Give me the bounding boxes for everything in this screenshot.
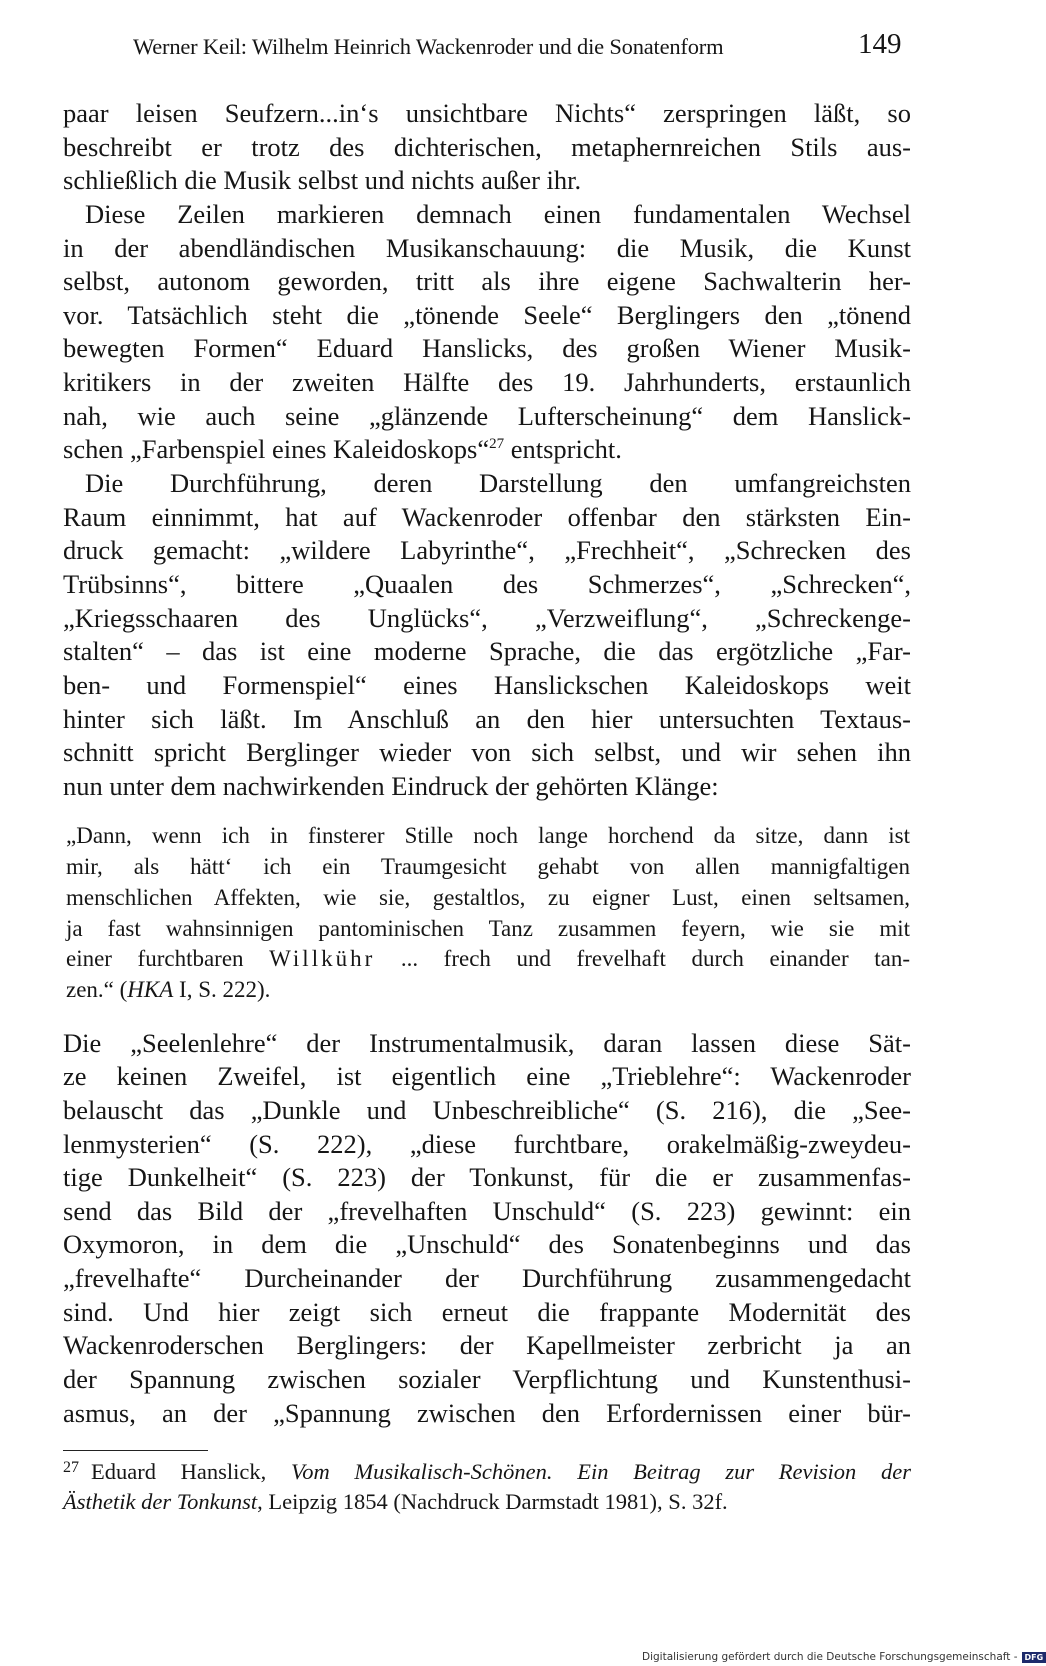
text-line: Die Durchführung, deren Darstellung den umfangreichsten: [85, 468, 911, 499]
footnote-line: [63, 1487, 911, 1517]
emphasized-word: Willkühr: [269, 946, 376, 972]
text-line: bewegten Formen“ Eduard Hanslicks, des großen Wiener Musik-: [63, 333, 911, 364]
quote-line: [66, 944, 910, 975]
text-line: hinter sich läßt. Im Anschluß an den hier untersuchten Textaus-: [63, 703, 911, 734]
dfg-logo: DFG: [1022, 1652, 1046, 1663]
footnote-line: [63, 1457, 911, 1487]
text-line: tige Dunkelheit“ (S. 223) der Tonkunst, für die er zusammenfas-: [63, 1162, 911, 1193]
quote-line: [66, 975, 910, 1006]
text-line: Trübsinns“, bittere „Quaalen des Schmerzes“, „Schrecken“,: [63, 568, 911, 599]
running-header: Werner Keil: Wilhelm Heinrich Wackenroder und die Sonatenform: [133, 34, 724, 59]
text-line: beschreibt er trotz des dichterischen, metaphernreichen Stils aus-: [63, 131, 911, 162]
text-line: kritikers in der zweiten Hälfte des 19. Jahrhunderts, erstaunlich: [63, 367, 911, 398]
text-line: [63, 433, 911, 467]
digitization-credit: [642, 1650, 1044, 1664]
text-segment: zen.“ (: [66, 976, 128, 1002]
text-line: „Kriegsschaaren des Unglücks“, „Verzweiflung“, „Schreckenge-: [63, 602, 911, 633]
text-line: schließlich die Musik selbst und nichts außer ihr.: [63, 165, 582, 196]
page-number: 149: [858, 28, 902, 60]
text-line: Oxymoron, in dem die „Unschuld“ des Sonatenbeginns und das: [63, 1229, 911, 1260]
text-line: Die „Seelenlehre“ der Instrumentalmusik, daran lassen diese Sät-: [63, 1027, 911, 1058]
text-line: asmus, an der „Spannung zwischen den Erfordernissen einer bür-: [63, 1397, 911, 1428]
text-line: belauscht das „Dunkle und Unbeschreibliche“ (S. 216), die „See-: [63, 1094, 911, 1125]
text-segment: , Leipzig 1854 (Nachdruck Darmstadt 1981), S. 32f.: [257, 1488, 728, 1514]
footnote-number: 27: [63, 1459, 79, 1476]
footnote: [63, 1457, 911, 1516]
book-title: Ästhetik der Tonkunst: [63, 1488, 258, 1514]
text-segment: schen „Farbenspiel eines Kaleidoskops“: [63, 434, 490, 465]
paragraph-4: [63, 1027, 911, 1431]
text-line: Diese Zeilen markieren demnach einen fundamentalen Wechsel: [85, 198, 911, 229]
book-title: Vom Musikalisch-Schönen. Ein Beitrag zur Revision der: [290, 1459, 911, 1484]
text-line: paar leisen Seufzern...in‘s unsichtbare Nichts“ zerspringen läßt, so: [63, 98, 911, 128]
text-line: nah, wie auch seine „glänzende Lufterscheinung“ dem Hanslick-: [63, 400, 911, 431]
text-segment: Eduard Hanslick,: [91, 1459, 291, 1484]
footnote-reference[interactable]: 27: [489, 436, 505, 453]
text-line: vor. Tatsächlich steht die „tönende Seele“ Berglingers den „tönend: [63, 299, 911, 330]
text-segment: einer furchtbaren: [66, 946, 270, 972]
block-quote: [66, 821, 910, 1005]
spacer: [63, 1006, 911, 1027]
text-segment: entspricht.: [504, 434, 622, 465]
text-line: „frevelhafte“ Durcheinander der Durchführung zusammengedacht: [63, 1263, 911, 1294]
text-line: send das Bild der „frevelhaften Unschuld“ (S. 223) gewinnt: ein: [63, 1195, 911, 1226]
text-line: druck gemacht: „wildere Labyrinthe“, „Frechheit“, „Schrecken des: [63, 535, 911, 566]
text-line: in der abendländischen Musikanschauung: die Musik, die Kunst: [63, 232, 911, 263]
credit-text: Digitalisierung gefördert durch die Deutsche Forschungsgemeinschaft -: [642, 1651, 1018, 1663]
paragraph-3: [63, 467, 911, 803]
paragraph-2: [63, 198, 911, 467]
quote-line: mir, als hätt‘ ich ein Traumgesicht gehabt von allen mannigfaltigen: [66, 854, 910, 880]
text-line: schnitt spricht Berglinger wieder von sich selbst, und wir sehen ihn: [63, 737, 911, 768]
footnote-divider: [63, 1450, 208, 1451]
quote-line: „Dann, wenn ich in finsterer Stille noch lange horchend da sitze, dann ist: [66, 823, 910, 849]
text-segment: ... frech und frevelhaft durch einander tan-: [375, 946, 910, 972]
citation-abbreviation: HKA: [127, 976, 174, 1002]
text-line: sind. Und hier zeigt sich erneut die frappante Modernität des: [63, 1296, 911, 1327]
text-line: Wackenroderschen Berglingers: der Kapellmeister zerbricht ja an: [63, 1330, 911, 1361]
text-line: ben- und Formenspiel“ eines Hanslickschen Kaleidoskops weit: [63, 669, 911, 700]
quote-line: menschlichen Affekten, wie sie, gestaltlos, zu eigner Lust, einen seltsamen,: [66, 884, 910, 910]
text-segment: I, S. 222).: [173, 976, 271, 1002]
text-line: ze keinen Zweifel, ist eigentlich eine „Trieblehre“: Wackenroder: [63, 1061, 911, 1092]
text-line: selbst, autonom geworden, tritt als ihre eigene Sachwalterin her-: [63, 266, 911, 297]
text-line: Raum einnimmt, hat auf Wackenroder offenbar den stärksten Ein-: [63, 501, 911, 532]
paragraph-1: [63, 97, 911, 198]
text-line: der Spannung zwischen sozialer Verpflichtung und Kunstenthusi-: [63, 1363, 911, 1394]
text-line: stalten“ – das ist eine moderne Sprache, die das ergötzliche „Far-: [63, 636, 911, 667]
text-line: nun unter dem nachwirkenden Eindruck der gehörten Klänge:: [63, 770, 719, 801]
text-line: lenmysterien“ (S. 222), „diese furchtbare, orakelmäßig-zweydeu-: [63, 1128, 911, 1159]
main-text: [63, 97, 911, 1430]
quote-line: ja fast wahnsinnigen pantominischen Tanz zusammen feyern, wie sie mit: [66, 915, 910, 941]
